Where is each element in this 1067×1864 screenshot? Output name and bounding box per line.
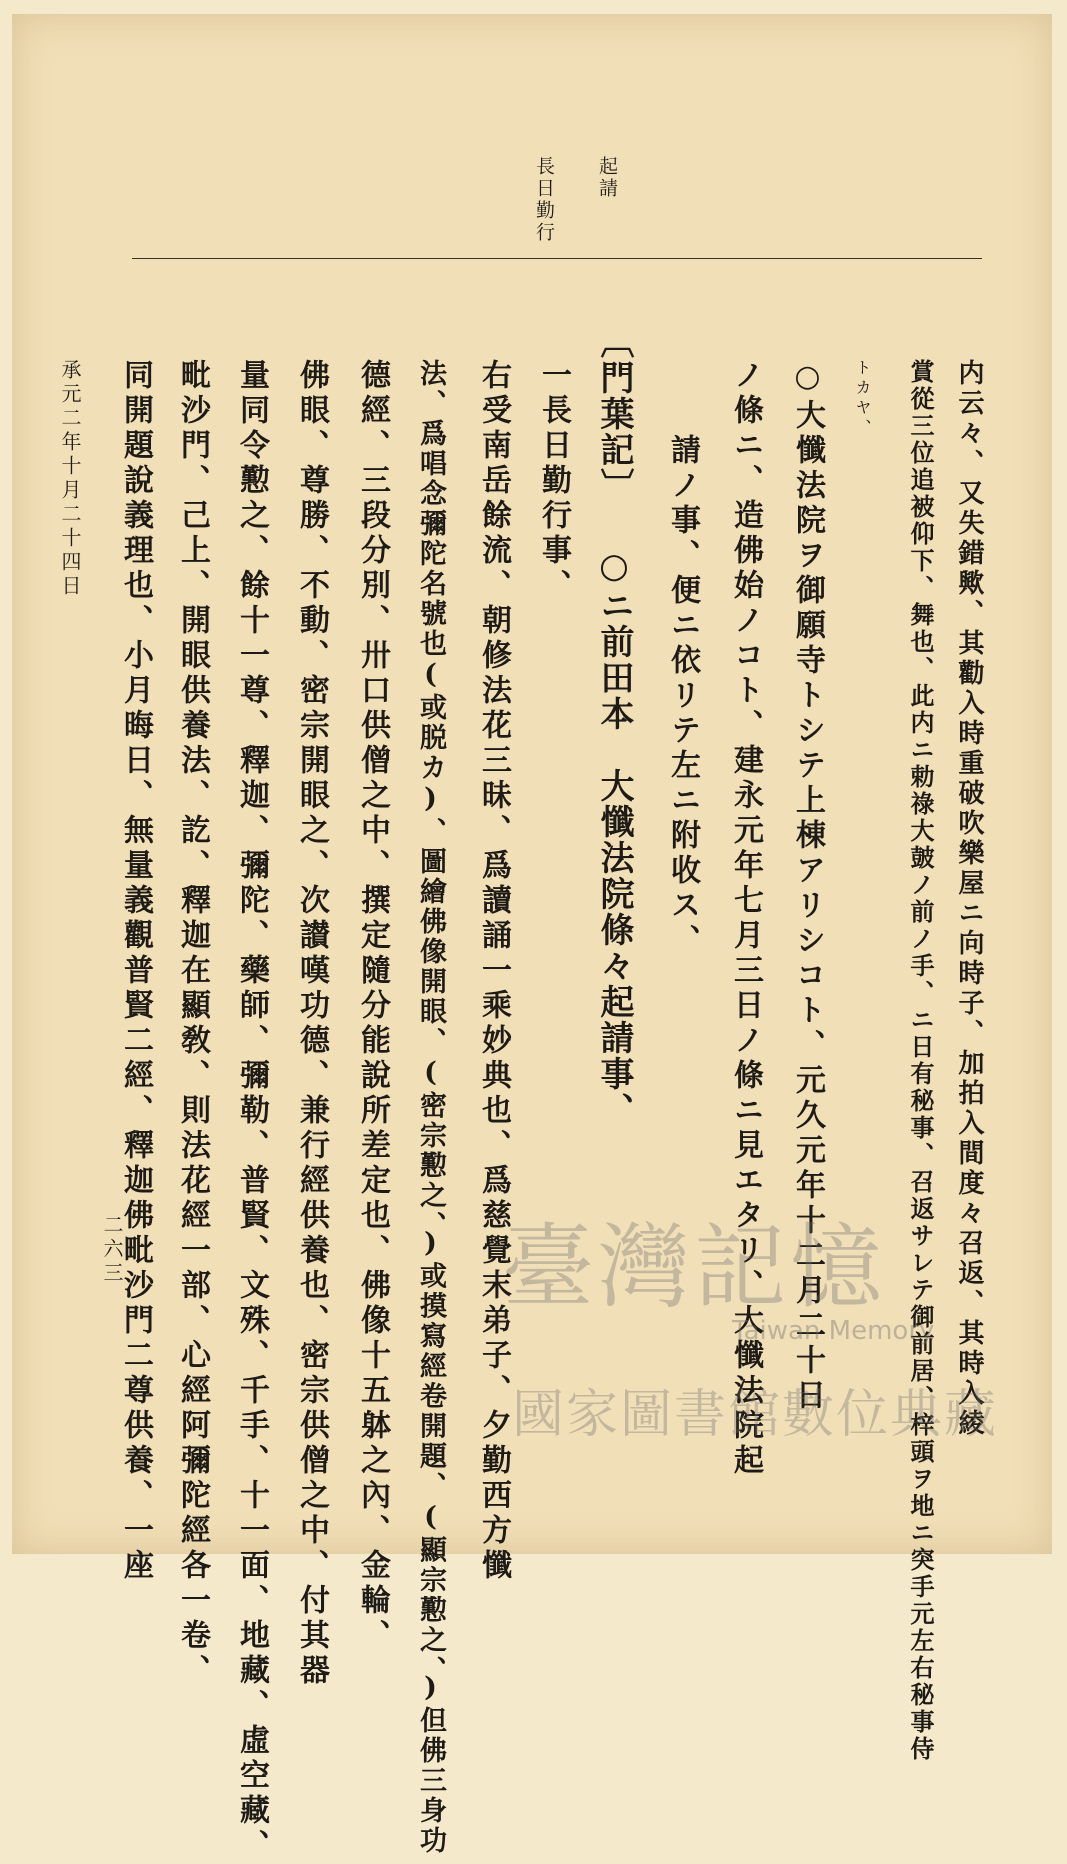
- text-column-2: 賞從三位追被仰下、舞也、此内ニ勅祿大皷ノ前ノ手、ニ日有秘事、召返サレテ御前居、梓頭ヲ地ニ突手元左右秘事侍: [906, 359, 935, 1763]
- text-column-5: ノ條ニ、造佛始ノコト、建永元年七月三日ノ條ニ見エタリ、大懺法院起: [728, 359, 763, 1479]
- running-header-kishou: 起請: [596, 156, 618, 200]
- text-column-9: 右受南岳餘流、朝修法花三昧、爲讀誦一乘妙典也、爲慈覺末弟子、夕勤西方懺: [476, 359, 511, 1584]
- text-column-12: 佛眼、尊勝、不動、密宗開眼之、次讃嘆功德、兼行經供養也、密宗供僧之中、付其器: [294, 359, 329, 1689]
- text-column-13: 量同令懃之、餘十一尊、釋迦、彌陀、藥師、彌勒、普賢、文殊、千手、十一面、地藏、虛空藏、: [234, 359, 269, 1864]
- page-number: 二六三: [100, 1214, 124, 1286]
- document-page: [12, 14, 1052, 1864]
- watermark-english: Taiwan Memory: [732, 1316, 935, 1346]
- text-column-11: 德經、三段分別、卅口供僧之中、撰定隨分能說所差定也、佛像十五躰之內、金輪、: [355, 359, 390, 1654]
- source-citation-monyouki: 〔門葉記〕 ○ニ前田本 大懺法院條々起請事、: [594, 324, 634, 1128]
- text-column-4: ○大懺法院ヲ御願寺トシテ上棟アリシコト、元久元年十二月二十日: [790, 359, 825, 1414]
- text-column-1: 内云々、又失錯歟、其勸入時重破吹樂屋ニ向時子、加拍入間度々召返、其時入綾: [954, 359, 984, 1439]
- text-column-3: トカヤ、: [853, 359, 872, 439]
- watermark-org: 國家圖書館數位典藏: [512, 1385, 999, 1445]
- header-rule: [132, 258, 982, 259]
- text-column-10: 法、爲唱念彌陀名號也(或脱カ)、圖繪佛像開眼、(密宗懃之、)或摸寫經卷開題、(顯宗懃之、)但佛三身功: [415, 359, 446, 1856]
- text-column-15: 同開題說義理也、小月晦日、無量義觀普賢二經、釋迦佛毗沙門二尊供養、一座: [118, 359, 153, 1584]
- running-header-choujitsu: 長日勤行: [533, 156, 555, 244]
- text-column-6: 請ノ事、便ニ依リテ左ニ附收ス、: [665, 434, 700, 959]
- footer-date: 承元二年十月二十四日: [58, 359, 82, 599]
- text-column-14: 毗沙門、己上、開眼供養法、訖、釋迦在顯敎、則法花經一部、心經阿彌陀經各一卷、: [175, 359, 210, 1689]
- watermark-logo: 臺灣記憶: [502, 1214, 887, 1321]
- text-column-8: 一長日勤行事、: [536, 359, 571, 604]
